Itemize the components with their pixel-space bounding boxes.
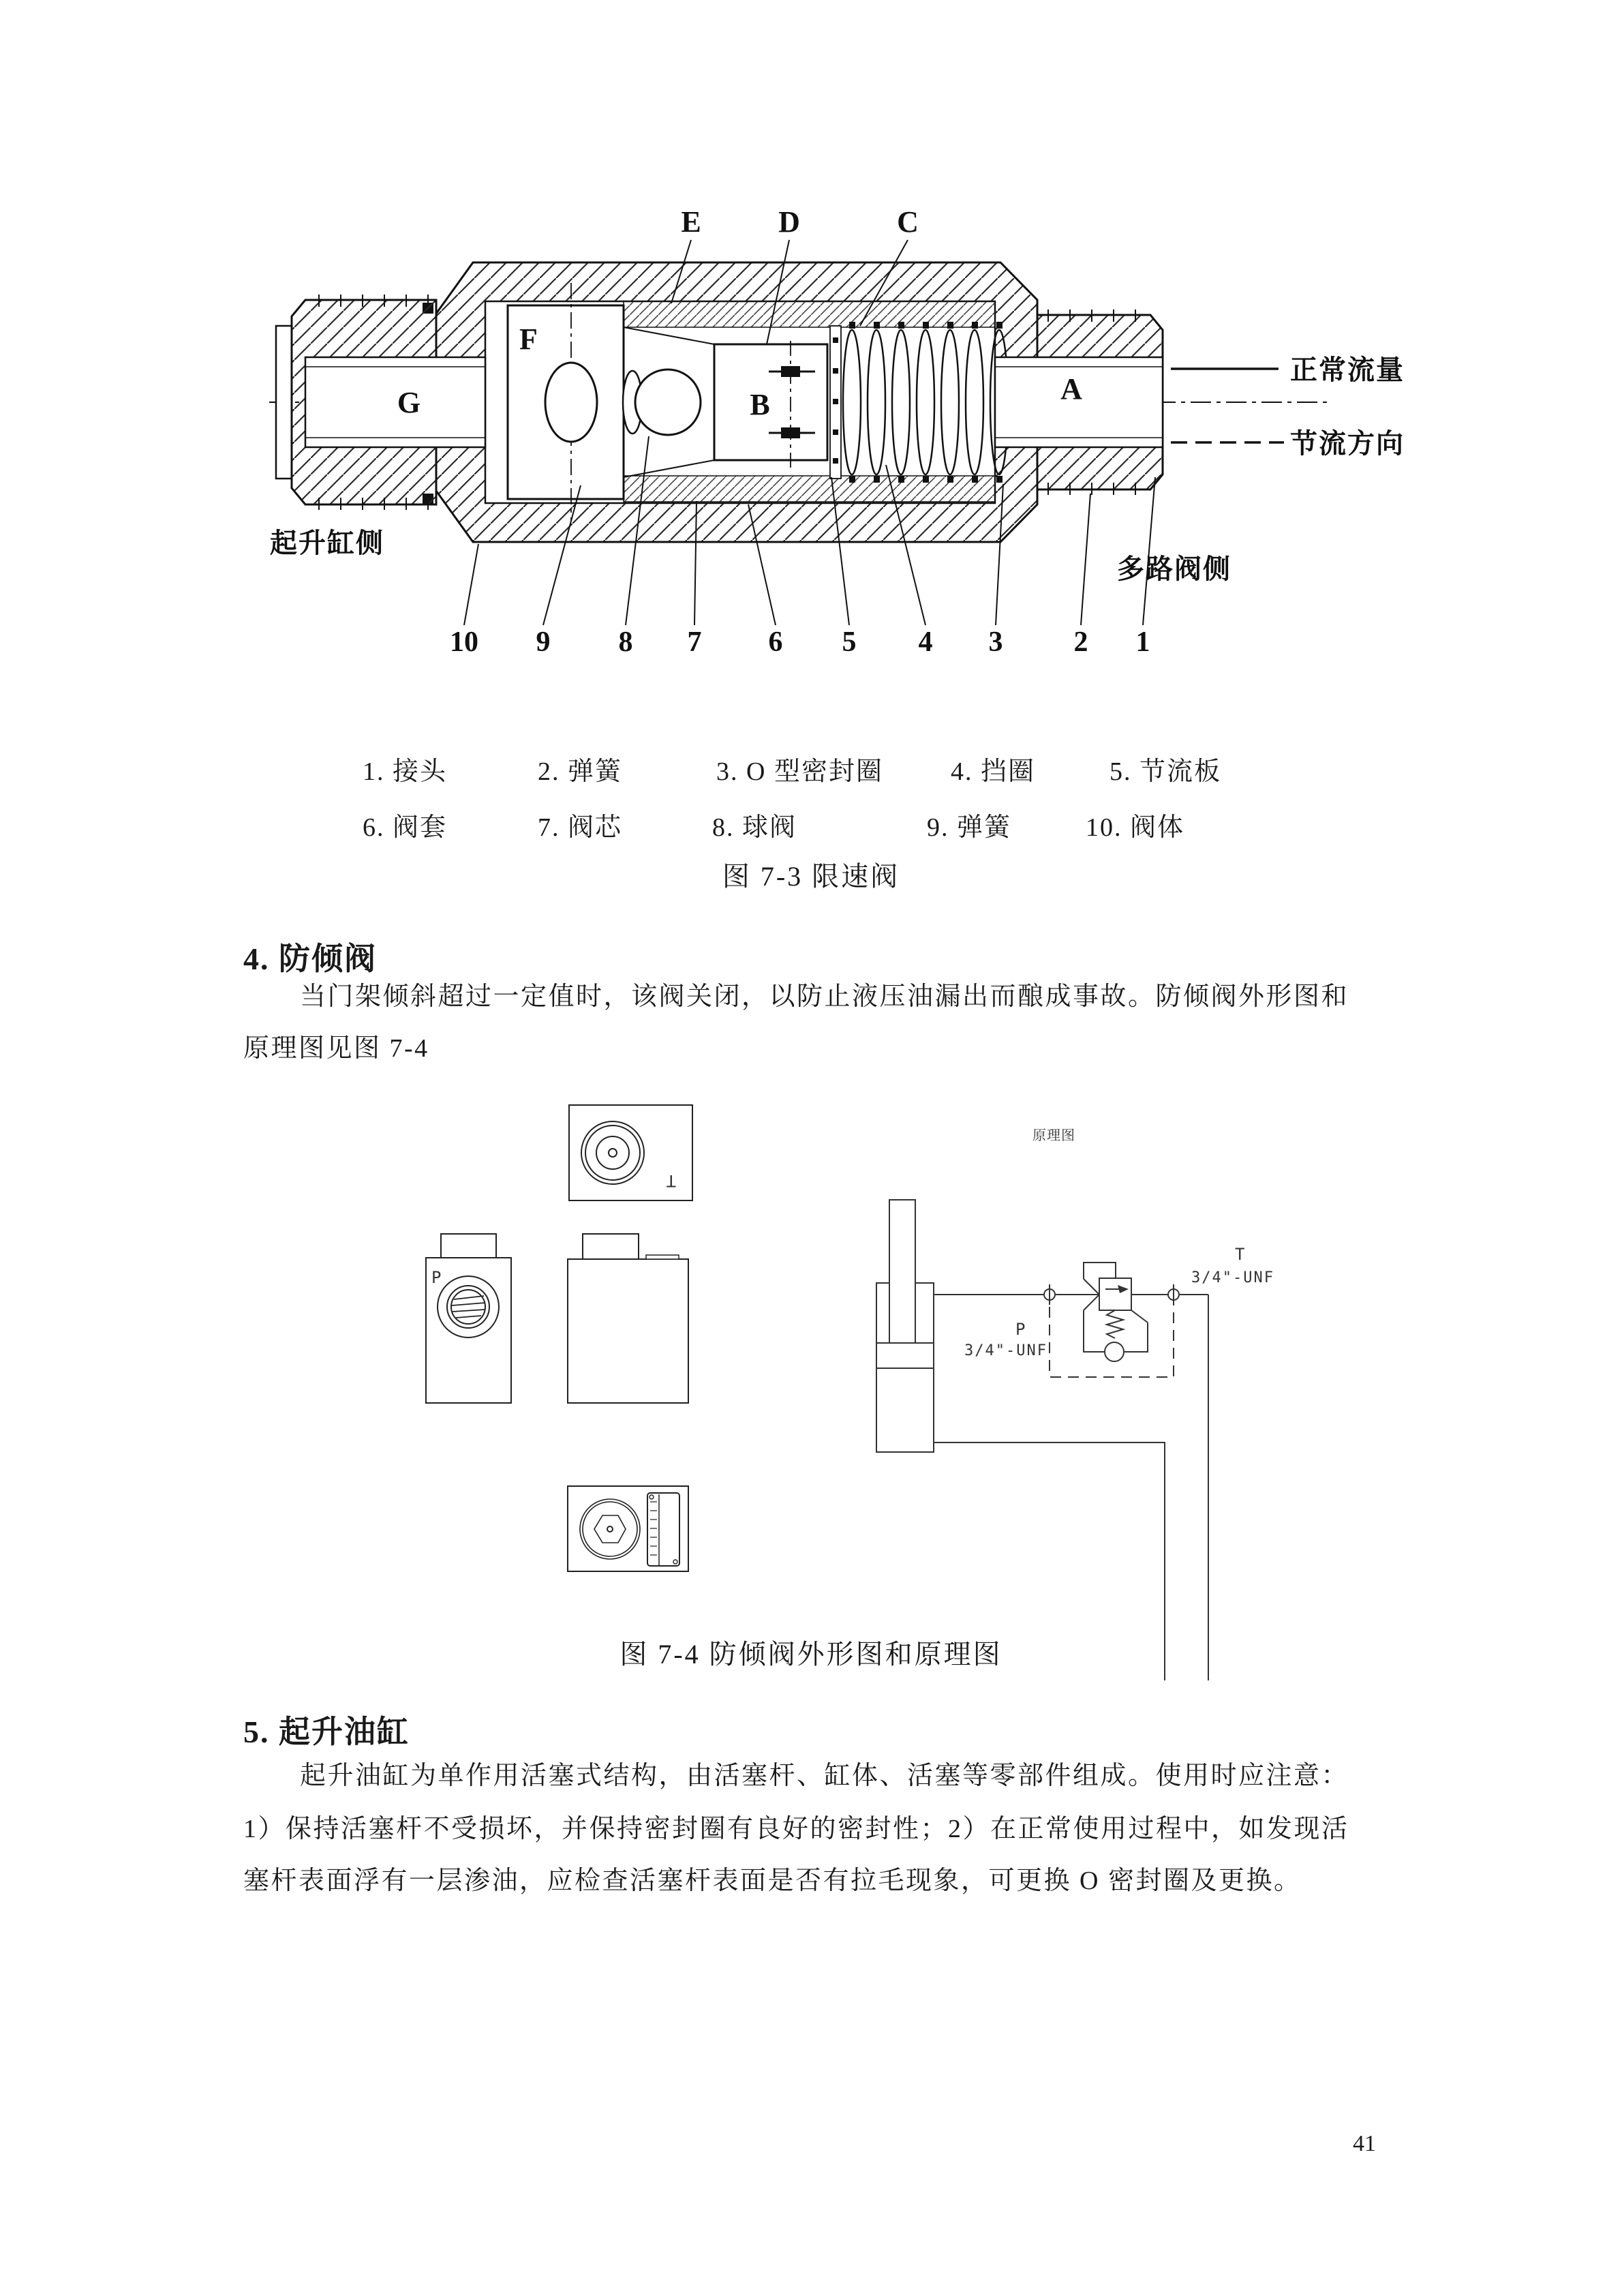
throttle-direction-label: 节流方向 [1290,428,1405,459]
schematic-thread-p-label: 3/4"-UNF [964,1342,1047,1359]
section-5-paragraph-line3: 塞杆表面浮有一层渗油，应检查活塞杆表面是否有拉毛现象，可更换 O 密封圈及更换。 [243,1867,1302,1895]
outline-front-view [426,1234,511,1403]
schematic-valve-element [1084,1263,1148,1361]
outline-t-label: T [666,1171,676,1190]
callout-number-8: 8 [618,626,633,658]
multiway-valve-side-label: 多路阀侧 [1117,554,1231,584]
normal-flow-label: 正常流量 [1290,354,1405,385]
section-4-heading: 4. 防倾阀 [243,941,377,976]
valve-core-block [714,341,827,470]
outline-bottom-view [568,1486,688,1571]
outline-p-label: P [431,1268,442,1287]
figure-7-3-valve-cross-section [259,177,1458,702]
callout-number-1: 1 [1135,626,1150,658]
part-10: 10. 阀体 [1086,813,1185,842]
part-2: 2. 弹簧 [538,757,623,786]
part-3: 3. O 型密封圈 [716,757,883,786]
callout-number-6: 6 [768,626,783,658]
callout-number-10: 10 [450,626,478,658]
part-4: 4. 挡圈 [951,757,1036,786]
part-5: 5. 节流板 [1110,757,1222,786]
figure-7-4-anti-tilt-valve [409,1091,1295,1704]
lift-cylinder-side-label: 起升缸侧 [270,528,384,558]
ball-valve-ball [635,369,701,435]
part-9: 9. 弹簧 [927,813,1012,842]
port-letter-b: B [750,388,770,421]
figure-7-4-caption: 图 7-4 防倾阀外形图和原理图 [619,1639,1003,1670]
part-7: 7. 阀芯 [538,813,623,842]
figure-7-3-caption: 图 7-3 限速阀 [722,861,900,892]
section-4-paragraph-line2: 原理图见图 7-4 [243,1034,429,1063]
port-letter-g: G [397,386,421,419]
callout-number-3: 3 [988,626,1003,658]
part-1: 1. 接头 [363,757,448,786]
schematic-port-p-label: P [1015,1320,1026,1339]
callout-number-7: 7 [687,626,702,658]
section-4-paragraph-line1: 当门架倾斜超过一定值时，该阀关闭，以防止液压油漏出而酿成事故。防倾阀外形图和 [300,982,1349,1011]
section-5-heading: 5. 起升油缸 [243,1715,410,1749]
part-8: 8. 球阀 [712,813,797,842]
callout-number-4: 4 [918,626,933,658]
port-letter-a: A [1060,372,1082,406]
schematic-cylinder [876,1200,934,1452]
outline-side-view [568,1234,688,1403]
callout-number-9: 9 [536,626,551,658]
callout-letter-e: E [681,205,701,239]
schematic-thread-t-label: 3/4"-UNF [1191,1269,1274,1286]
callout-letter-d: D [778,205,800,239]
section-5-paragraph-line1: 起升油缸为单作用活塞式结构，由活塞杆、缸体、活塞等零部件组成。使用时应注意： [300,1762,1349,1790]
callout-letter-c: C [897,205,919,239]
schematic-title: 原理图 [1032,1127,1075,1143]
part-6: 6. 阀套 [363,813,448,842]
port-letter-f: F [519,322,538,356]
section-5-paragraph-line2: 1）保持活塞杆不受损坏，并保持密封圈有良好的密封性；2）在正常使用过程中，如发现活 [243,1815,1349,1843]
schematic-drawing [876,1200,1208,1680]
seal-retainer-strip [830,326,841,479]
schematic-port-t-label: T [1235,1245,1245,1264]
flow-annotations [1171,354,1405,459]
page-number: 41 [1353,2131,1376,2156]
callout-number-2: 2 [1073,626,1088,658]
callout-number-5: 5 [842,626,857,658]
